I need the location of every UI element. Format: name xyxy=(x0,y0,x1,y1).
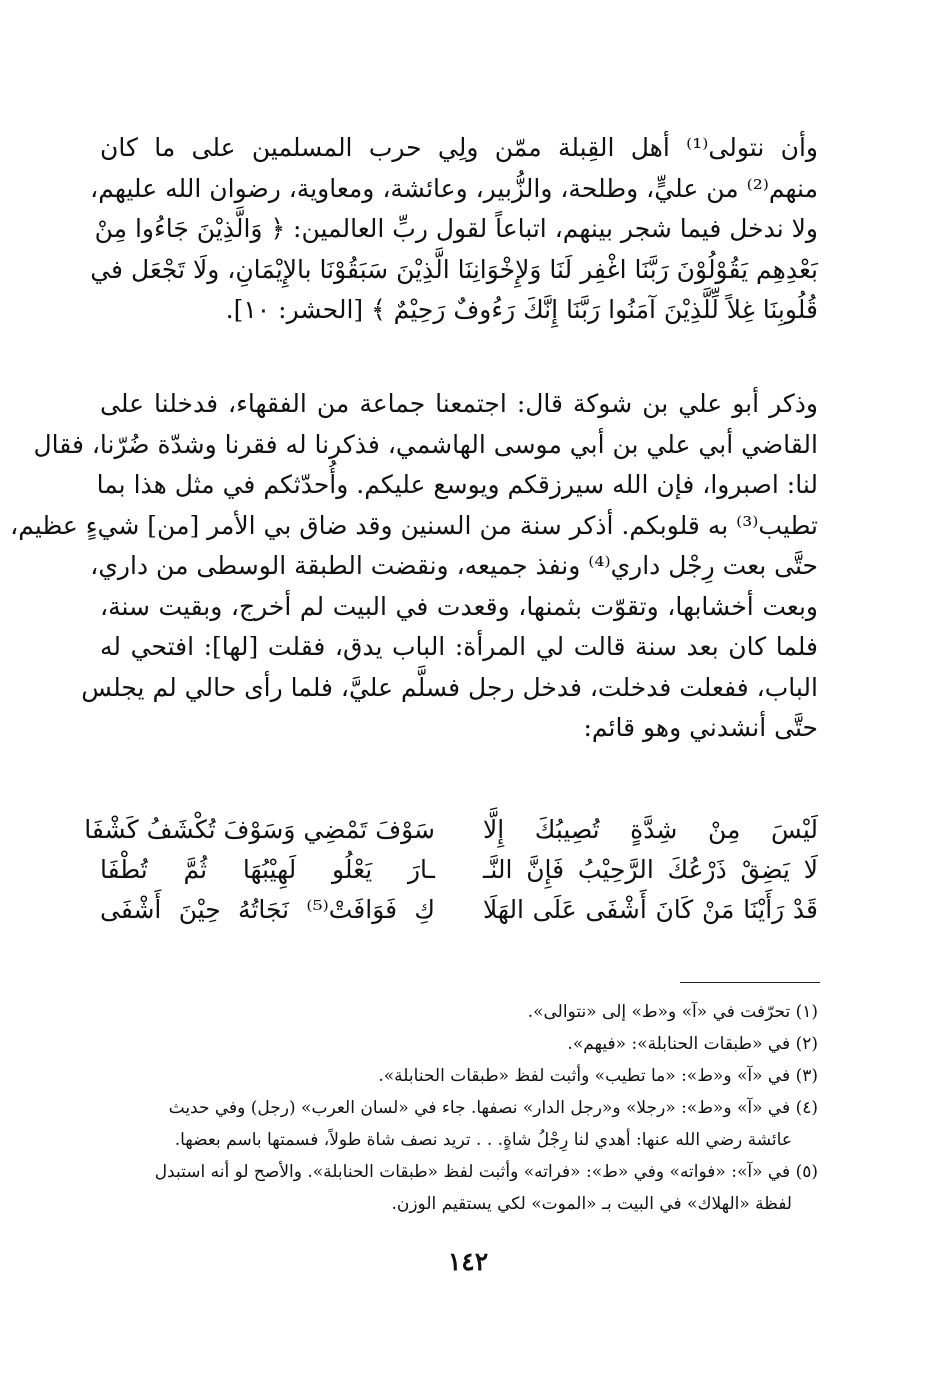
text-line: حتَّى أنشدني وهو قائم: xyxy=(583,713,818,742)
text-line: حتَّى بعت رِجْل داري⁽⁴⁾ ونفذ جميعه، ونقضت الطبقة الوسطى من داري، xyxy=(90,551,818,580)
footnote-separator xyxy=(680,982,820,983)
poem-first-hemistich: لَيْسَ مِنْ شِدَّةٍ تُصِيبُكَ إِلَّا xyxy=(483,815,818,844)
paragraph-2 xyxy=(10,384,818,749)
poem-second-hemistich: سَوْفَ تَمْضِي وَسَوْفَ تُكْشَفُ كَشْفَا xyxy=(84,815,435,844)
footnote xyxy=(100,1028,818,1060)
text-line: وذكر أبو علي بن شوكة قال: اجتمعنا جماعة من الفقهاء، فدخلنا على xyxy=(100,389,818,418)
text-line: فلما كان بعد سنة قالت لي المرأة: الباب يدق، فقلت [لها]: افتحي له xyxy=(100,632,818,661)
text-line: تطيب⁽³⁾ به قلوبكم. أذكر سنة من السنين وقد ضاق بي الأمر [من] شيءٍ عظيم، xyxy=(10,510,818,540)
poem-verse xyxy=(100,890,818,930)
text-line: لنا: اصبروا، فإن الله سيرزقكم ويوسع عليكم. وأُحدّثكم في مثل هذا بما xyxy=(96,470,818,499)
poem xyxy=(84,810,818,930)
poem-first-hemistich: قَدْ رَأَيْنَا مَنْ كَانَ أَشْفَى عَلَى الهَلَا xyxy=(483,895,818,924)
poem-verse xyxy=(84,810,818,850)
text-line: ولا ندخل فيما شجر بينهم، اتباعاً لقول ربِّ العالمين: ﴿ وَالَّذِيْنَ جَاءُوا مِنْ xyxy=(94,214,818,243)
footnote xyxy=(100,1092,818,1156)
text-line: بَعْدِهِم يَقُوْلُوْنَ رَبَّنَا اغْفِر لَنَا وَلإِخْوَانِنَا الَّذِيْنَ سَبَقُوْنَا بالإِيْمَانِ، ولَا تَجْعَل في xyxy=(90,254,818,284)
poem-first-hemistich: لَا يَضِقْ ذَرْعُكَ الرَّحِيْبُ فَإِنَّ النَّـ xyxy=(483,855,818,884)
paragraph-1 xyxy=(90,128,818,331)
text-line: منهم⁽²⁾ من عليٍّ، وطلحة، والزُّبير، وعائشة، ومعاوية، رضوان الله عليهم، xyxy=(90,173,818,203)
footnote-line: عائشة رضي الله عنها: أهدي لنا رِجْلُ شاةٍ. . . تريد نصف شاة طولاً، فسمتها باسم بعضها. xyxy=(174,1130,792,1150)
footnote-line: (١) تحرّفت في «آ» و«ط» إلى «نتوالى». xyxy=(527,1002,818,1022)
poem-second-hemistich: ـارَ يَعْلُو لَهِيْبُهَا ثُمَّ تُطْفَا xyxy=(100,855,435,884)
footnote xyxy=(100,1156,818,1220)
text-line: القاضي أبي علي بن أبي موسى الهاشمي، فذكرنا له فقرنا وشدّة ضُرّنا، فقال xyxy=(33,429,818,459)
footnote-line: (٣) في «آ» و«ط»: «ما تطيب» وأثبت لفظ «طبقات الحنابلة». xyxy=(378,1066,818,1086)
footnote xyxy=(100,996,818,1028)
footnote-line: (٥) في «آ»: «فواته» وفي «ط»: «فراته» وأثبت لفظ «طبقات الحنابلة». والأصح لو أنه استبدل xyxy=(154,1162,818,1182)
text-line: قُلُوبِنَا غِلاً لِّلَّذِيْنَ آمَنُوا رَبَّنَا إِنَّكَ رَءُوفٌ رَحِيْمٌ ﴾ [الحشر: ١٠]. xyxy=(225,295,818,324)
footnote xyxy=(100,1060,818,1092)
footnote-line: لفظة «الهلاك» في البيت بـ «الموت» لكي يستقيم الوزن. xyxy=(391,1194,792,1214)
page-number: ١٤٢ xyxy=(447,1247,489,1276)
text-line: الباب، ففعلت فدخلت، فدخل رجل فسلَّم عليَّ، فلما رأى حالي لم يجلس xyxy=(81,672,818,702)
footnotes xyxy=(100,996,818,1220)
text-line: وبعت أخشابها، وتقوّت بثمنها، وقعدت في البيت لم أخرج، وبقيت سنة، xyxy=(100,591,818,621)
footnote-line: (٤) في «آ» و«ط»: «رجلا» و«رجل الدار» نصفها. جاء في «لسان العرب» (رجل) وفي حديث xyxy=(168,1098,818,1118)
poem-second-hemistich: كِ فَوَافَتْ⁽⁵⁾ نَجَاتُهُ حِيْنَ أَشْفَى xyxy=(100,895,435,924)
footnote-line: (٢) في «طبقات الحنابلة»: «فيهم». xyxy=(567,1034,818,1054)
poem-verse xyxy=(100,850,818,890)
text-line: وأن نتولى⁽¹⁾ أهل القِبلة ممّن ولِي حرب المسلمين على ما كان xyxy=(100,133,818,162)
